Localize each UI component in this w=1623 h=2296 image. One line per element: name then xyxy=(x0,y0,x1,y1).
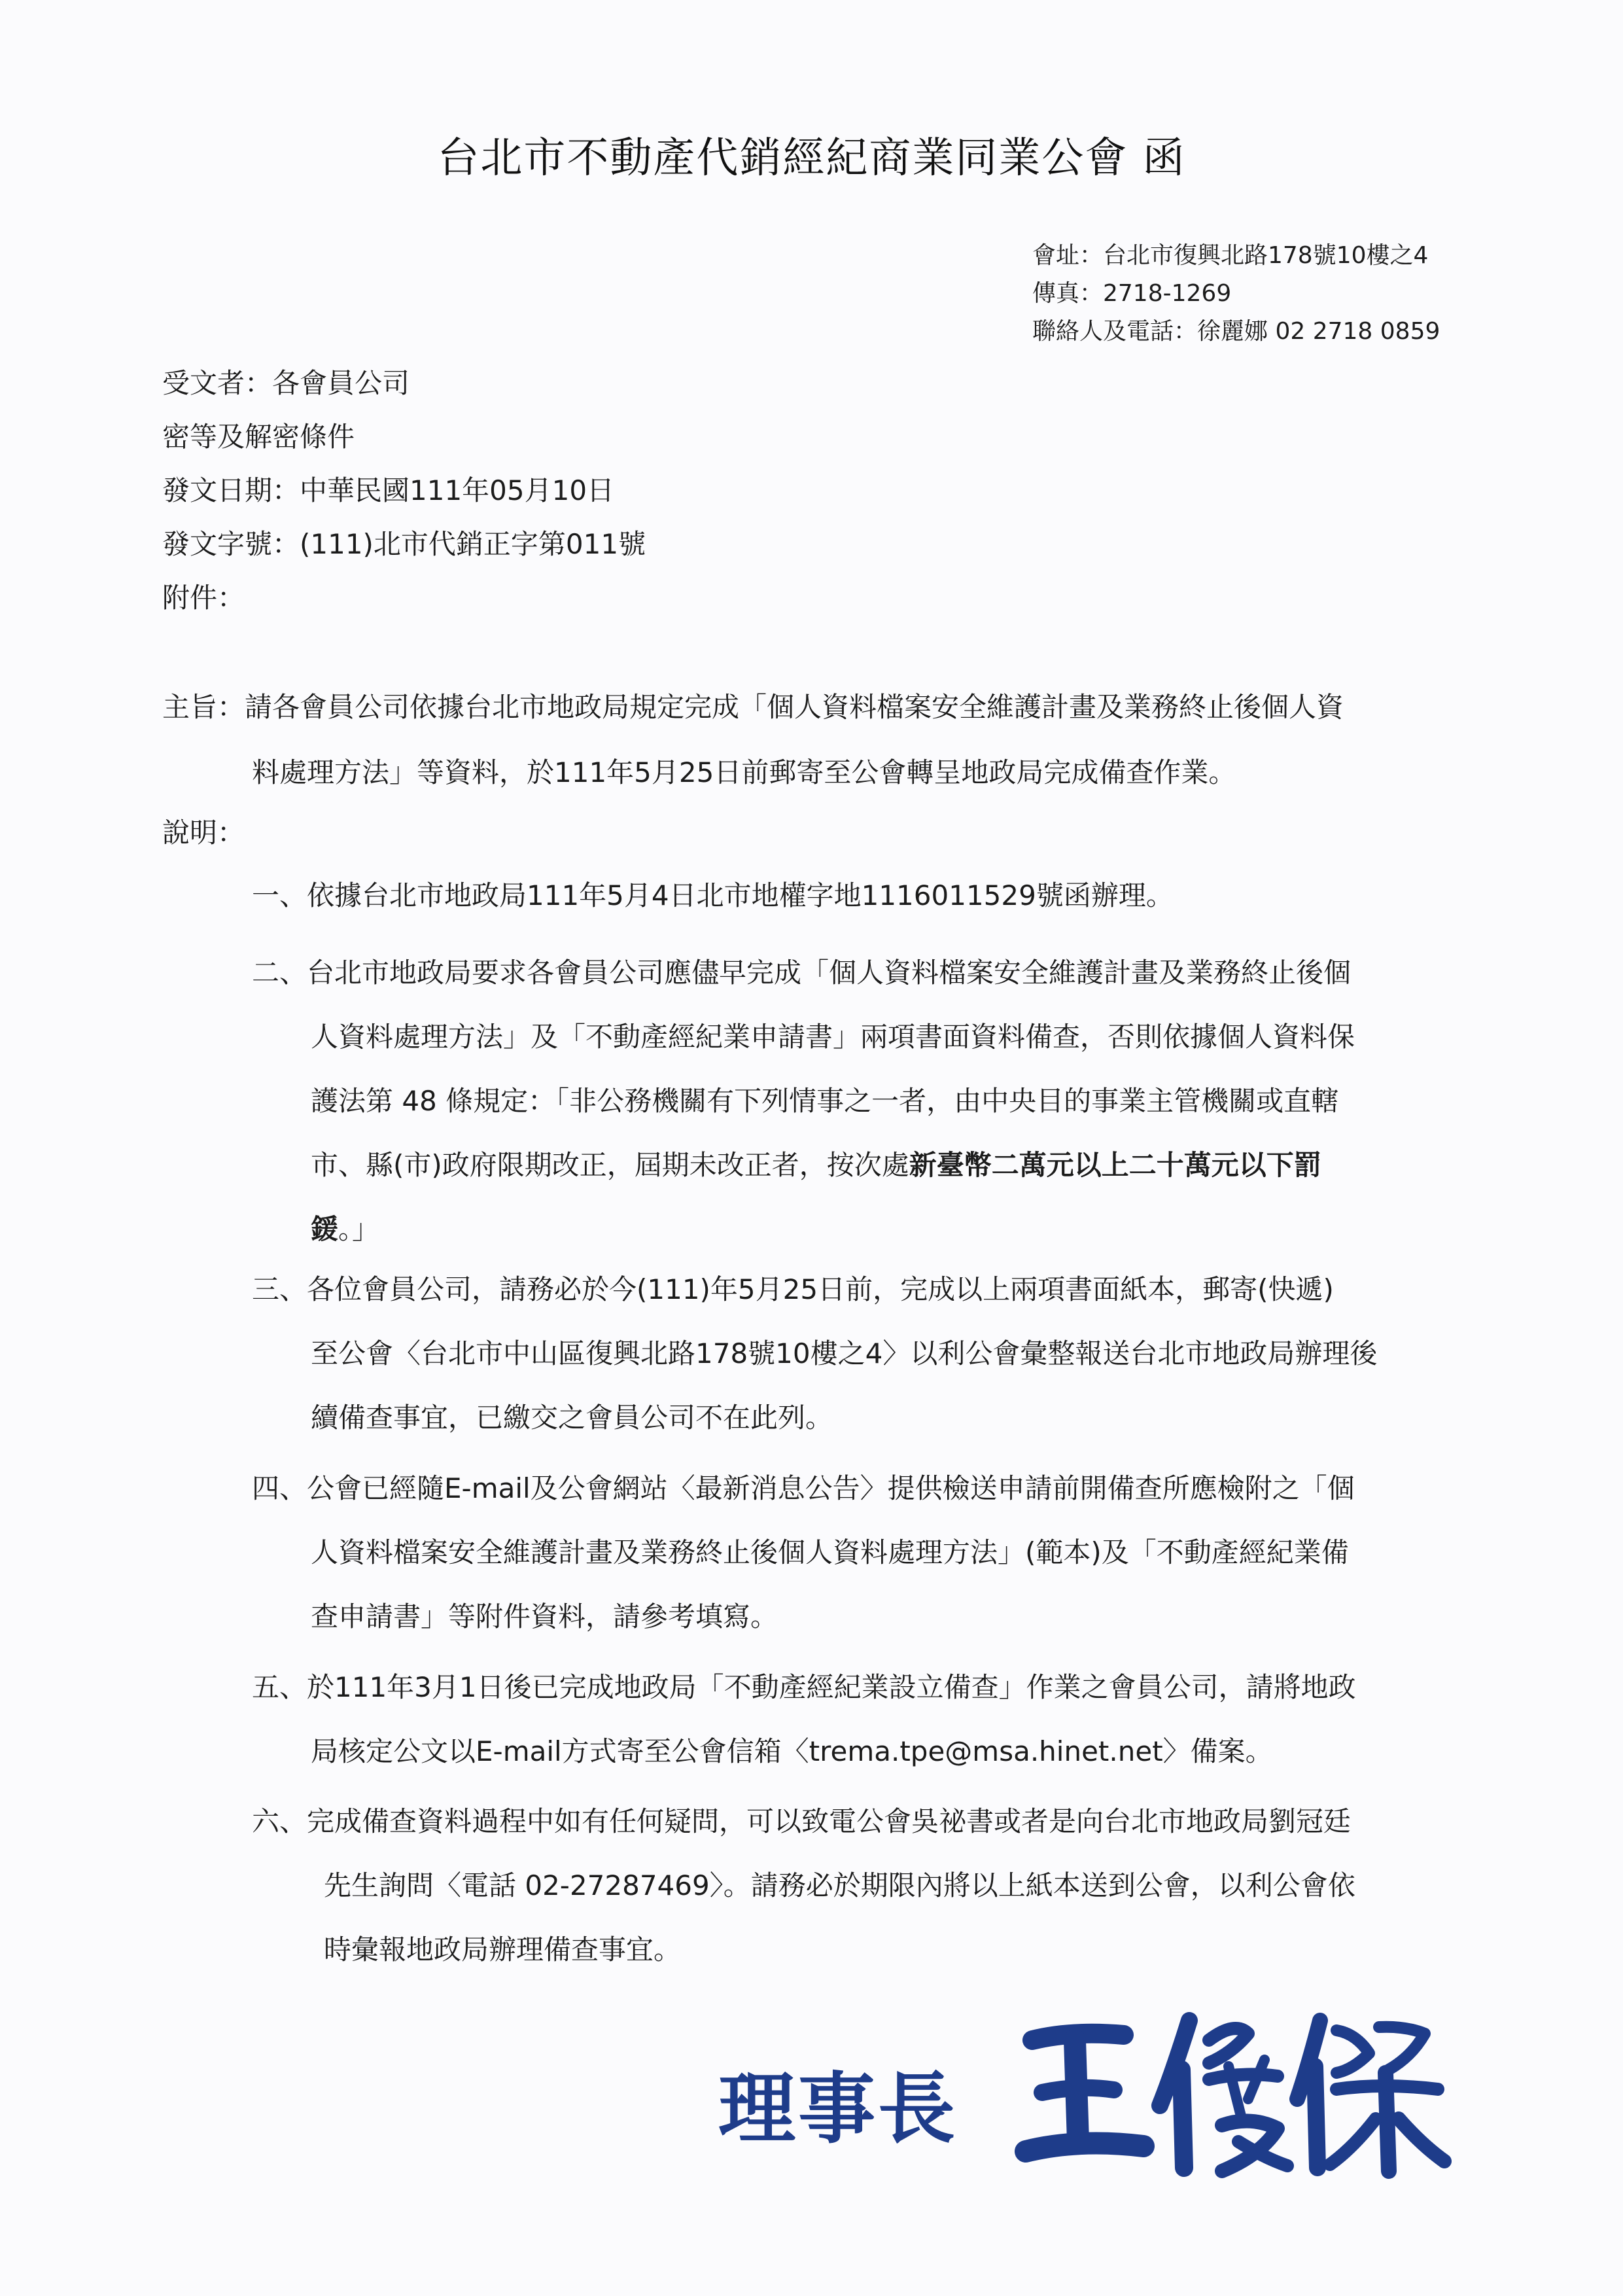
contact-block xyxy=(1032,237,1440,351)
item-2-penalty-end: 鍰 xyxy=(311,1213,339,1245)
explanation-item-6 xyxy=(252,1790,1355,1982)
item-2-line-4 xyxy=(252,1133,1355,1197)
confidentiality: 密等及解密條件 xyxy=(162,421,355,453)
fax-number: 傳真：2718-1269 xyxy=(1032,280,1232,307)
item-5-line-1: 五、於111年3月1日後已完成地政局「不動產經紀業設立備查」作業之會員公司，請將地政 xyxy=(252,1671,1356,1703)
subject-line-1: 主旨：請各會員公司依據台北市地政局規定完成「個人資料檔案安全維護計畫及業務終止後個人資 xyxy=(162,691,1344,723)
item-3-line-3: 續備查事宜，已繳交之會員公司不在此列。 xyxy=(311,1402,833,1434)
item-2-penalty-text: 新臺幣二萬元以上二十萬元以下罰 xyxy=(909,1149,1321,1181)
explanation-label: 說明： xyxy=(162,817,245,849)
item-6-line-3: 時彙報地政局辦理備查事宜。 xyxy=(324,1934,682,1966)
item-6-line-2: 先生詢問〈電話 02-27287469〉。請務必於期限內將以上紙本送到公會，以利公會依 xyxy=(324,1869,1355,1901)
item-2-line-2: 人資料處理方法」及「不動產經紀業申請書」兩項書面資料備查，否則依據個人資料保 xyxy=(311,1021,1355,1053)
item-4-line-1: 四、公會已經隨E-mail及公會網站〈最新消息公告〉提供檢送申請前開備查所應檢附之「個 xyxy=(252,1472,1355,1504)
recipient: 受文者：各會員公司 xyxy=(162,367,410,399)
item-6-line-1: 六、完成備查資料過程中如有任何疑問，可以致電公會吳祕書或者是向台北市地政局劉冠廷 xyxy=(252,1805,1352,1837)
letter-title: 台北市不動產代銷經紀商業同業公會 函 xyxy=(437,134,1186,183)
explanation-item-1 xyxy=(252,864,1174,928)
explanation-item-3 xyxy=(252,1258,1377,1450)
issue-date: 發文日期：中華民國111年05月10日 xyxy=(162,474,615,506)
explanation-item-5 xyxy=(252,1655,1356,1784)
item-5-line-2: 局核定公文以E-mail方式寄至公會信箱〈trema.tpe@msa.hinet.net〉備案。 xyxy=(311,1735,1273,1767)
item-1-line: 一、依據台北市地政局111年5月4日北市地權字地1116011529號函辦理。 xyxy=(252,879,1174,911)
chairman-signature-seal xyxy=(1013,1994,1457,2193)
attachment: 附件： xyxy=(162,582,245,614)
item-4-line-3: 查申請書」等附件資料，請參考填寫。 xyxy=(311,1600,778,1633)
chairman-title: 理事長 xyxy=(718,2064,958,2154)
item-4-line-2: 人資料檔案安全維護計畫及業務終止後個人資料處理方法」(範本)及「不動產經紀業備 xyxy=(311,1536,1349,1568)
item-2-line-4-text: 市、縣(市)政府限期改正，屆期未改正者，按次處 xyxy=(311,1149,909,1181)
subject-line-2: 料處理方法」等資料，於111年5月25日前郵寄至公會轉呈地政局完成備查作業。 xyxy=(252,756,1236,788)
association-address: 會址：台北市復興北路178號10樓之4 xyxy=(1032,242,1429,269)
item-2-line-5-text: 。」 xyxy=(338,1213,380,1245)
item-2-line-1: 二、台北市地政局要求各會員公司應儘早完成「個人資料檔案安全維護計畫及業務終止後個 xyxy=(252,957,1352,989)
item-3-line-2: 至公會〈台北市中山區復興北路178號10樓之4〉以利公會彙整報送台北市地政局辦理後 xyxy=(311,1337,1378,1369)
contact-person-phone: 聯絡人及電話：徐麗娜 02 2718 0859 xyxy=(1032,318,1440,345)
item-3-line-1: 三、各位會員公司，請務必於今(111)年5月25日前，完成以上兩項書面紙本，郵寄(快遞) xyxy=(252,1273,1334,1305)
document-number: 發文字號：(111)北市代銷正字第011號 xyxy=(162,528,646,560)
document-meta xyxy=(162,357,646,625)
item-2-line-5 xyxy=(252,1197,1355,1262)
explanation-item-4 xyxy=(252,1457,1355,1649)
explanation-item-2 xyxy=(252,941,1355,1262)
item-2-line-3: 護法第 48 條規定：「非公務機關有下列情事之一者，由中央目的事業主管機關或直轄 xyxy=(311,1085,1339,1117)
